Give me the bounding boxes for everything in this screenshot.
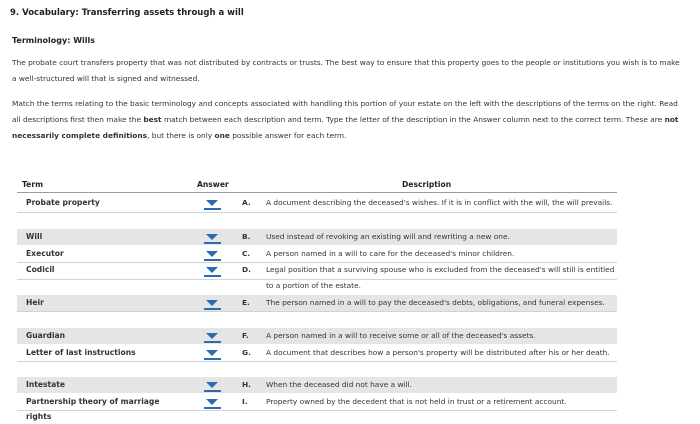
term-guardian: Guardian <box>26 331 66 340</box>
description-letter-e: E. <box>242 298 250 307</box>
row-divider <box>17 361 617 362</box>
description-letter-d: D. <box>242 265 251 274</box>
answer-dropdown-partnership-theory[interactable] <box>203 398 223 410</box>
answer-dropdown-intestate[interactable] <box>203 381 223 393</box>
instructions-bold-one: one <box>214 131 230 140</box>
answer-dropdown-guardian[interactable] <box>203 332 223 344</box>
header-description: Description <box>402 180 452 189</box>
header-answer: Answer <box>197 180 229 189</box>
term-codicil: Codicil <box>26 265 55 274</box>
row-divider <box>17 212 617 213</box>
chevron-down-icon <box>206 382 218 388</box>
term-intestate: Intestate <box>26 380 66 389</box>
answer-dropdown-heir[interactable] <box>203 299 223 311</box>
term-partnership-theory: Partnership theory of marriage <box>26 397 160 406</box>
answer-dropdown-codicil[interactable] <box>203 266 223 278</box>
chevron-down-icon <box>206 251 218 257</box>
instructions-text-4: possible answer for each term. <box>229 131 347 140</box>
chevron-down-icon <box>206 234 218 240</box>
chevron-down-icon <box>206 399 218 405</box>
description-text-f: A person named in a will to receive some or all of the deceased's assets. <box>266 331 536 340</box>
question-heading: 9. Vocabulary: Transferring assets through a will <box>10 8 244 18</box>
term-partnership-theory-cont: rights <box>26 412 52 421</box>
answer-dropdown-probate-property[interactable] <box>203 199 223 211</box>
description-text-e: The person named in a will to pay the deceased's debts, obligations, and funeral expenses. <box>266 298 605 307</box>
description-letter-b: B. <box>242 232 251 241</box>
section-subheading: Terminology: Wills <box>12 36 96 45</box>
term-heir: Heir <box>26 298 44 307</box>
intro-paragraph: The probate court transfers property that was not distributed by contracts or trusts. The best way to ensure that this property goes to the people or institutions you wish is to make a well-structured will that is signed and witnessed. <box>12 58 680 83</box>
description-letter-h: H. <box>242 380 251 389</box>
instructions-bold-not-complete: not necessarily complete definitions <box>12 115 679 140</box>
term-executor: Executor <box>26 249 64 258</box>
instructions-text-1: Match the terms relating to the basic terminology and concepts associated with handling this portion of your estate on the left with the descriptions of the terms on the right. Read all descriptions first then make the <box>12 99 678 124</box>
description-text-h: When the deceased did not have a will. <box>266 380 413 389</box>
term-probate-property: Probate property <box>26 198 100 207</box>
chevron-down-icon <box>206 333 218 339</box>
answer-dropdown-executor[interactable] <box>203 250 223 262</box>
description-text-a: A document describing the deceased's wishes. If it is in conflict with the will, the will prevails. <box>266 198 613 207</box>
instructions-bold-best: best <box>143 115 162 124</box>
instructions-text-3: , but there is only <box>147 131 215 140</box>
term-will: Will <box>26 232 43 241</box>
row-divider <box>17 410 617 411</box>
description-letter-c: C. <box>242 249 251 258</box>
chevron-down-icon <box>206 200 218 206</box>
header-term: Term <box>22 180 43 189</box>
chevron-down-icon <box>206 267 218 273</box>
row-divider <box>17 311 617 312</box>
header-divider <box>17 192 617 193</box>
description-text-c: A person named in a will to care for the deceased's minor children. <box>266 249 515 258</box>
instructions-paragraph <box>12 96 684 144</box>
description-letter-i: I. <box>242 397 248 406</box>
answer-dropdown-will[interactable] <box>203 233 223 245</box>
term-letter-of-last-instructions: Letter of last instructions <box>26 348 136 357</box>
chevron-down-icon <box>206 300 218 306</box>
description-letter-a: A. <box>242 198 251 207</box>
description-text-b: Used instead of revoking an existing will and rewriting a new one. <box>266 232 510 241</box>
chevron-down-icon <box>206 350 218 356</box>
description-letter-f: F. <box>242 331 249 340</box>
answer-dropdown-letter-of-last-instructions[interactable] <box>203 349 223 361</box>
description-text-d: Legal position that a surviving spouse who is excluded from the deceased's will still is entitled to a portion of the estate. <box>266 265 615 290</box>
description-letter-g: G. <box>242 348 251 357</box>
instructions-text-2: match between each description and term. Type the letter of the description in the Answer column next to the correct term. These are <box>161 115 665 124</box>
description-text-i: Property owned by the decedent that is not held in trust or a retirement account. <box>266 397 567 406</box>
description-text-g: A document that describes how a person's property will be distributed after his or her death. <box>266 348 610 357</box>
